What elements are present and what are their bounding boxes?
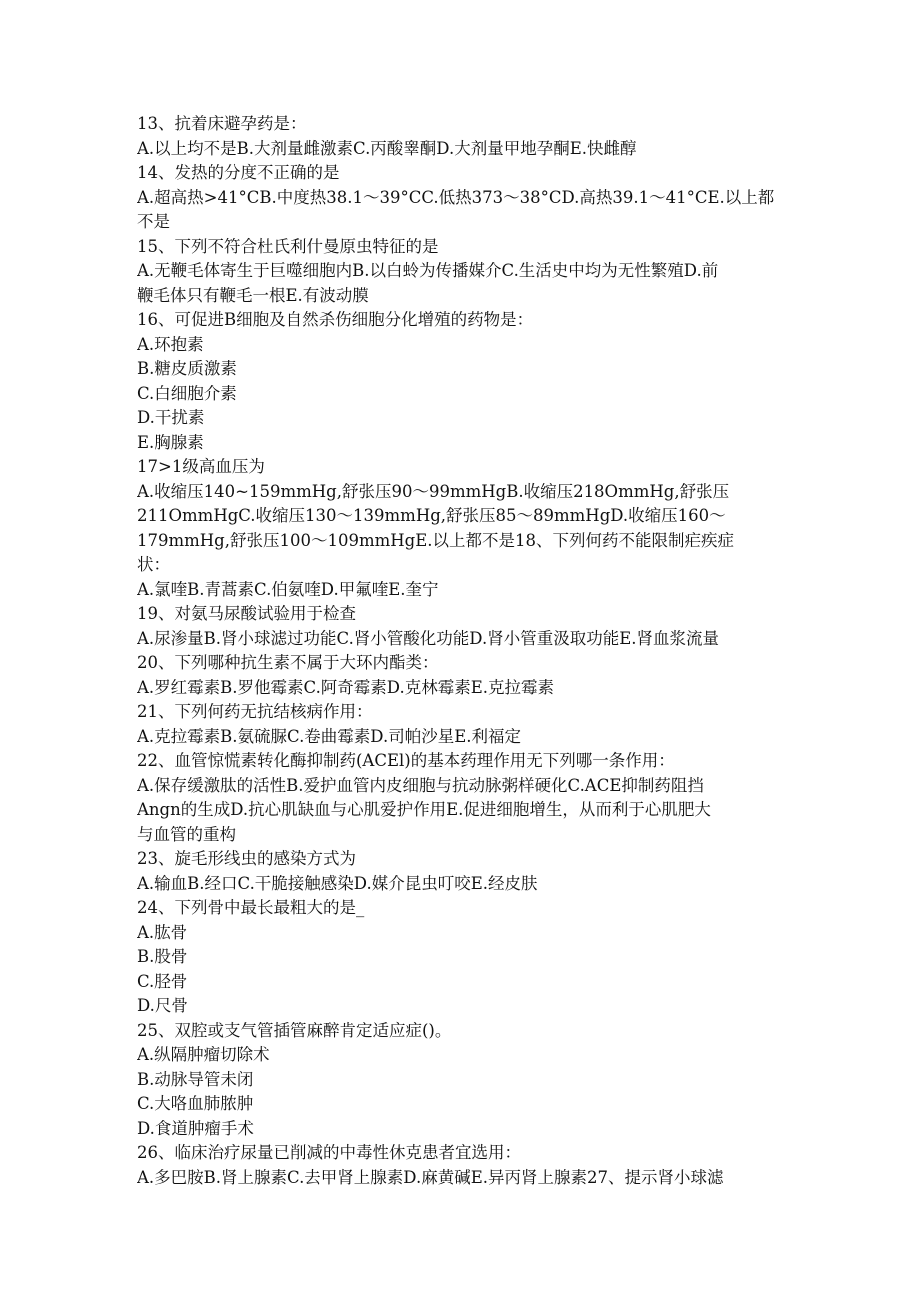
text-line: 23、旋毛形线虫的感染方式为 [137,849,356,868]
text-line: 26、临床治疗尿量已削减的中毒性休克患者宜选用： [137,1143,521,1162]
text-line: D.食道肿瘤手术 [137,1118,254,1138]
text-line: E.胸腺素 [137,432,204,452]
text-line: 与血管的重构 [137,824,236,844]
text-line: 不是 [137,212,170,231]
text-line: 鞭毛体只有鞭毛一根E.有波动膜 [137,285,369,305]
text-line: C.大咯血肺脓肿 [137,1094,254,1113]
text-line: A.输血B.经口C.干脆接触感染D.媒介昆虫叮咬E.经皮肤 [137,873,538,893]
text-line: 20、下列哪种抗生素不属于大环内酯类： [137,653,439,672]
text-line: 19、对氨马尿酸试验用于检查 [137,604,356,623]
text-line: A.克拉霉素B.氨硫脲C.卷曲霉素D.司帕沙星E.利福定 [137,726,521,746]
text-line: A.收缩压140~159mmHg,舒张压90～99mmHgB.收缩压218OmmHg,舒张压 [137,481,730,501]
text-line: A.超高热>41°CB.中度热38.1～39°CC.低热373～38°CD.高热39.1～41°CE.以上都 [137,187,775,207]
text-line: 15、下列不符合杜氏利什曼原虫特征的是 [137,236,439,256]
text-line: 状： [137,555,170,574]
text-line: B.股骨 [137,947,188,966]
text-line: Angn的生成D.抗心肌缺血与心肌爱护作用E.促进细胞增生，从而利于心肌肥大 [137,800,711,819]
text-line: 13、抗着床避孕药是： [137,114,307,133]
text-line: A.纵隔肿瘤切除术 [137,1045,270,1064]
text-line: C.白细胞介素 [137,383,237,403]
text-line: A.保存缓激肽的活性B.爱护血管内皮细胞与抗动脉粥样硬化C.ACE抑制药阻挡 [137,775,704,795]
text-line: 22、血管惊慌素转化酶抑制药(ACEl)的基本药理作用无下列哪一条作用： [137,751,675,770]
text-line: A.尿渗量B.肾小球滤过功能C.肾小管酸化功能D.肾小管重汲取功能E.肾血浆流量 [137,628,719,648]
text-line: A.环抱素 [137,334,204,354]
text-line: 14、发热的分度不正确的是 [137,163,340,182]
text-line: C.胫骨 [137,971,188,991]
text-line: 24、下列骨中最长最粗大的是_ [137,898,365,917]
document-body [137,112,787,1190]
text-line: 16、可促进B细胞及自然杀伤细胞分化增殖的药物是： [137,310,534,329]
text-line: B.糖皮质激素 [137,359,237,378]
text-line: 211OmmHgC.收缩压130～139mmHg,舒张压85～89mmHgD.收缩压160～ [137,506,726,525]
text-line: A.肱骨 [137,922,188,942]
text-line: 25、双腔或支气管插管麻醉肯定适应症()。 [137,1020,452,1040]
text-line: 17>1级高血压为 [137,457,265,476]
text-line: D.干扰素 [137,408,205,427]
text-line: 179mmHg,舒张压100～109mmHgE.以上都不是18、下列何药不能限制疟疾症 [137,530,734,550]
text-line: A.罗红霉素B.罗他霉素C.阿奇霉素D.克林霉素E.克拉霉素 [137,677,554,697]
text-line: A.氯喹B.青蒿素C.伯氨喹D.甲氟喹E.奎宁 [137,579,439,599]
text-line: A.以上均不是B.大剂量雌激素C.丙酸睾酮D.大剂量甲地孕酮E.快雌醇 [137,138,637,158]
text-line: B.动脉导管未闭 [137,1069,254,1089]
text-line: A.无鞭毛体寄生于巨噬细胞内B.以白蛉为传播媒介C.生活史中均为无性繁殖D.前 [137,261,719,280]
text-line: 21、下列何药无抗结核病作用： [137,702,373,721]
text-line: A.多巴胺B.肾上腺素C.去甲肾上腺素D.麻黄碱E.异丙肾上腺素27、提示肾小球滤 [137,1167,724,1187]
text-line: D.尺骨 [137,996,188,1015]
